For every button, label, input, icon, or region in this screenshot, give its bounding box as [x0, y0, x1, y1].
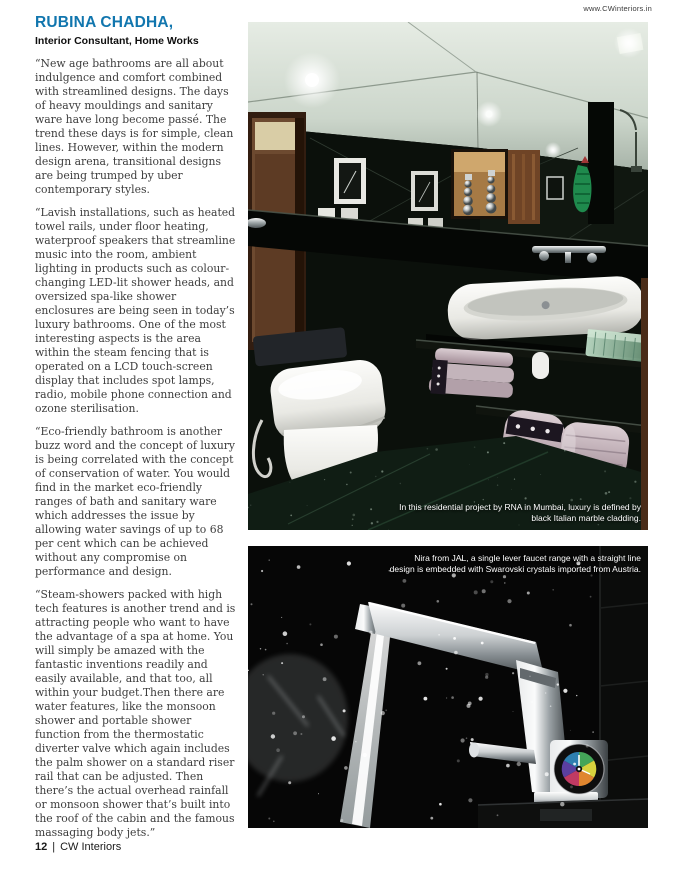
faucet-photo-illustration — [248, 546, 648, 828]
bathroom-photo-illustration — [248, 22, 648, 530]
website-url: www.CWinteriors.in — [583, 4, 652, 13]
page-number: 12 — [35, 841, 48, 853]
author-name: RUBINA CHADHA, — [35, 14, 174, 31]
faucet-photo-caption: Nira from JAL, a single lever faucet range with a straight line design is embedded with Swarovski crystals imported from Austria. — [389, 553, 641, 574]
article-paragraph: “New age bathrooms are all about indulgence and comfort combined with streamlined designs. The days of heavy mouldings and sanitary ware have long become passé. The trend these days is for simple, clean lines. However, within the modern design arena, transitional designs are being trumped by uber contemporary styles. — [35, 57, 234, 196]
crystal-dial — [554, 744, 604, 794]
bathroom-photo — [248, 22, 648, 530]
page-footer — [35, 841, 121, 853]
article-body — [35, 57, 238, 840]
mirror-reflection-frame — [547, 177, 563, 199]
article-column — [35, 14, 238, 849]
author-title: Interior Consultant, Home Works — [35, 35, 199, 47]
faucet-photo — [248, 546, 648, 828]
article-paragraph: “Lavish installations, such as heated towel rails, under floor heating, waterproof speakers that streamline music into the room, ambient lighting in products such as colour-changing LED-lit shower heads, and oversized spa-like shower enclosures are being seen in today’s luxury bathrooms. One of the most interesting aspects is the area within the steam fencing that is operated on a LCD touch-screen display that includes spot lamps, radio, mobile phone connection and ozone sterilisation. — [35, 206, 236, 415]
countertop-basin — [446, 275, 645, 341]
magazine-name: CW Interiors — [60, 841, 122, 853]
bathroom-photo-caption: In this residential project by RNA in Mumbai, luxury is defined by black Italian marble cladding. — [399, 502, 641, 523]
folded-towels — [428, 347, 515, 399]
article-paragraph: “Eco-friendly bathroom is another buzz word and the concept of luxury is being correlated with the concept of conservation of water. You would find in the market eco-friendly ranges of bath and sanitary ware which addresses the issue by allowing water savings of up to 68 per cent which can be achieved without any compromise on performance and design. — [35, 425, 236, 578]
wall-faucet — [532, 246, 606, 263]
footer-separator: | — [52, 841, 56, 853]
article-paragraph: “Steam-showers packed with high tech features is another trend and is attracting people who want to have the advantage of a spa at home. You will simply be amazed with the fantastic inventions readily and easily available, and that too, all within your budget.Then there are water features, like the monsoon shower and portable shower function from the thermostatic diverter valve which again includes the palm shower on a standard riser rail that can be adjusted. Then there’s the actual overhead rainfall or monsoon shower that’s built into the roof of the cabin and the famous massaging body jets.” — [35, 588, 236, 839]
